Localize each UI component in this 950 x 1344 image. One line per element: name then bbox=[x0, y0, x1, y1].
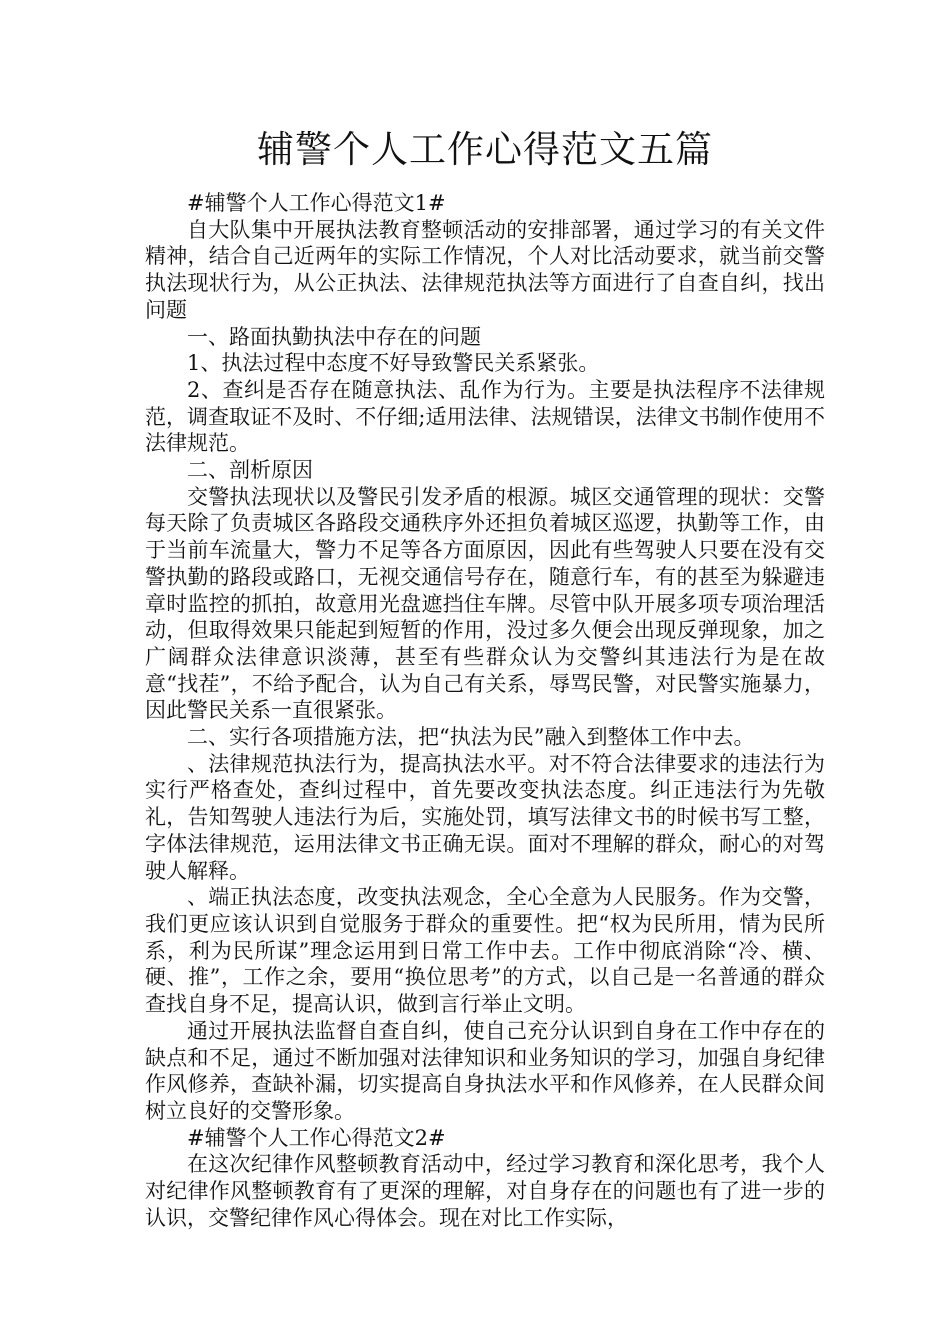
list-item-1: 1、执法过程中态度不好导致警民关系紧张。 bbox=[187, 351, 600, 376]
section-heading-1: #辅警个人工作心得范文1# bbox=[187, 191, 446, 215]
subheading-measures: 二、实行各项措施方法，把“执法为民”融入到整体工作中去。 bbox=[187, 725, 755, 750]
paragraph-causes: 交警执法现状以及警民引发矛盾的根源。城区交通管理的现状：交警每天除了负责城区各路段交通秩序外还担负着城区巡逻，执勤等工作，由于当前车流量大，警力不足等各方面原因，因此有些驾驶人只要在没有交警执勤的路段或路口，无视交通信号存在，随意行车，有的甚至为躲避违章时监控的抓拍，故意用光盘遮挡住车牌。尽管中队开展多项专项治理活动，但取得效果只能起到短暂的作用，没过多久便会出现反弹现象，加之广阔群众法律意识淡薄，甚至有些群众认为交警纠其违法行为是在故意“找茬”，不给予配合，认为自己有关系，辱骂民警，对民警实施暴力，因此警民关系一直很紧张。 bbox=[145, 484, 825, 723]
paragraph-section-2: 在这次纪律作风整顿教育活动中，经过学习教育和深化思考，我个人对纪律作风整顿教育有了更深的理解，对自身存在的问题也有了进一步的认识，交警纪律作风心得体会。现在对比工作实际， bbox=[145, 1152, 825, 1230]
subheading-problems: 一、路面执勤执法中存在的问题 bbox=[187, 324, 481, 349]
document-body bbox=[145, 190, 825, 1231]
paragraph-measure-2: 、端正执法态度，改变执法观念，全心全意为人民服务。作为交警，我们更应该认识到自觉服务于群众的重要性。把“权为民所用，情为民所系，利为民所谋”理念运用到日常工作中去。工作中彻底消除“冷、横、硬、推”，工作之余，要用“换位思考”的方式，以自己是一名普通的群众查找自身不足，提高认识，做到言行举止文明。 bbox=[145, 885, 825, 1017]
document-page bbox=[145, 122, 825, 1231]
paragraph-intro: 自大队集中开展执法教育整顿活动的安排部署，通过学习的有关文件精神，结合自己近两年的实际工作情况，个人对比活动要求，就当前交警执法现状行为，从公正执法、法律规范执法等方面进行了自查自纠，找出问题 bbox=[145, 217, 825, 322]
subheading-causes: 二、剖析原因 bbox=[187, 458, 313, 483]
section-heading-2: #辅警个人工作心得范文2# bbox=[187, 1125, 446, 1150]
document-title: 辅警个人工作心得范文五篇 bbox=[257, 128, 713, 171]
paragraph-measure-1: 、法律规范执法行为，提高执法水平。对不符合法律要求的违法行为实行严格查处，查纠过程中，首先要改变执法态度。纠正违法行为先敬礼，告知驾驶人违法行为后，实施处罚，填写法律文书的时候书写工整，字体法律规范，运用法律文书正确无误。面对不理解的群众，耐心的对驾驶人解释。 bbox=[145, 751, 825, 883]
list-item-2: 2、查纠是否存在随意执法、乱作为行为。主要是执法程序不法律规范，调查取证不及时、不仔细;适用法律、法规错误，法律文书制作使用不法律规范。 bbox=[145, 377, 825, 456]
paragraph-conclusion: 通过开展执法监督自查自纠，使自己充分认识到自身在工作中存在的缺点和不足，通过不断加强对法律知识和业务知识的学习，加强自身纪律作风修养，查缺补漏，切实提高自身执法水平和作风修养，在人民群众间树立良好的交警形象。 bbox=[145, 1018, 825, 1123]
